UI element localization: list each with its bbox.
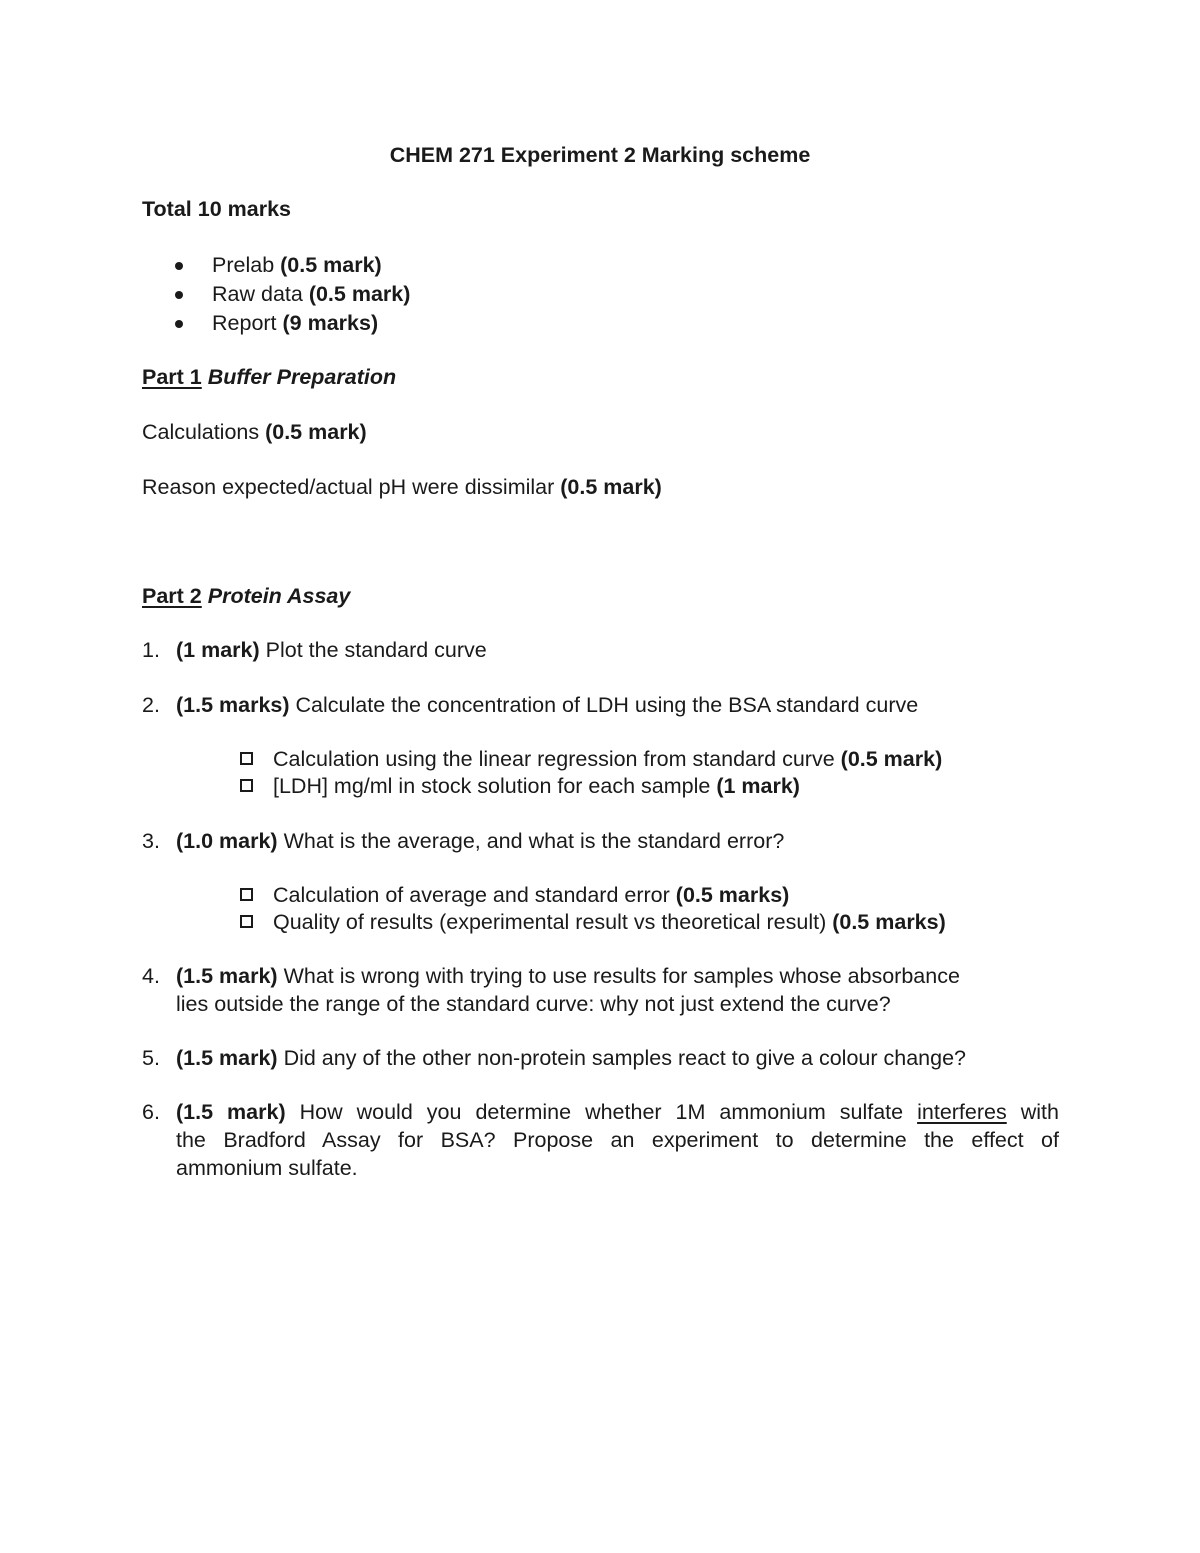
checkbox-icon: [240, 888, 253, 901]
part2-heading: Part 2 Protein Assay: [142, 584, 351, 608]
list-item: Raw data (0.5 mark): [212, 282, 411, 306]
question-number: 5.: [142, 1046, 160, 1070]
question-6-line-3: ammonium sulfate.: [176, 1156, 358, 1180]
question-6-line-1: (1.5 mark) How would you determine whether 1M ammonium sulfate interferes with: [176, 1100, 1059, 1124]
bullet-icon: [175, 262, 183, 270]
question-1: (1 mark) Plot the standard curve: [176, 638, 487, 662]
list-item: Prelab (0.5 mark): [212, 253, 382, 277]
question-2: (1.5 marks) Calculate the concentration of LDH using the BSA standard curve: [176, 693, 919, 717]
page-title: CHEM 271 Experiment 2 Marking scheme: [389, 143, 811, 167]
question-6: [176, 1099, 1059, 1183]
sub-item: Quality of results (experimental result vs theoretical result) (0.5 marks): [273, 910, 946, 934]
bullet-icon: [175, 291, 183, 299]
question-number: 6.: [142, 1100, 160, 1124]
part1-item-reason: Reason expected/actual pH were dissimilar (0.5 mark): [142, 475, 662, 499]
question-number: 4.: [142, 964, 160, 988]
question-5: (1.5 mark) Did any of the other non-protein samples react to give a colour change?: [176, 1046, 967, 1070]
list-item: Report (9 marks): [212, 311, 379, 335]
bullet-icon: [175, 320, 183, 328]
question-6-line-2: the Bradford Assay for BSA? Propose an experiment to determine the effect of: [176, 1128, 1059, 1152]
question-number: 3.: [142, 829, 160, 853]
sub-item: Calculation of average and standard error (0.5 marks): [273, 883, 790, 907]
checkbox-icon: [240, 779, 253, 792]
question-4-line-1: (1.5 mark) What is wrong with trying to use results for samples whose absorbance: [176, 964, 960, 988]
question-number: 2.: [142, 693, 160, 717]
part1-item-calculations: Calculations (0.5 mark): [142, 420, 367, 444]
total-marks: Total 10 marks: [142, 197, 291, 221]
question-3: (1.0 mark) What is the average, and what is the standard error?: [176, 829, 785, 853]
question-number: 1.: [142, 638, 160, 662]
sub-item: [LDH] mg/ml in stock solution for each sample (1 mark): [273, 774, 800, 798]
checkbox-icon: [240, 915, 253, 928]
sub-item: Calculation using the linear regression from standard curve (0.5 mark): [273, 747, 943, 771]
question-4-line-2: lies outside the range of the standard curve: why not just extend the curve?: [176, 992, 891, 1016]
part1-heading: Part 1 Buffer Preparation: [142, 365, 397, 389]
checkbox-icon: [240, 752, 253, 765]
